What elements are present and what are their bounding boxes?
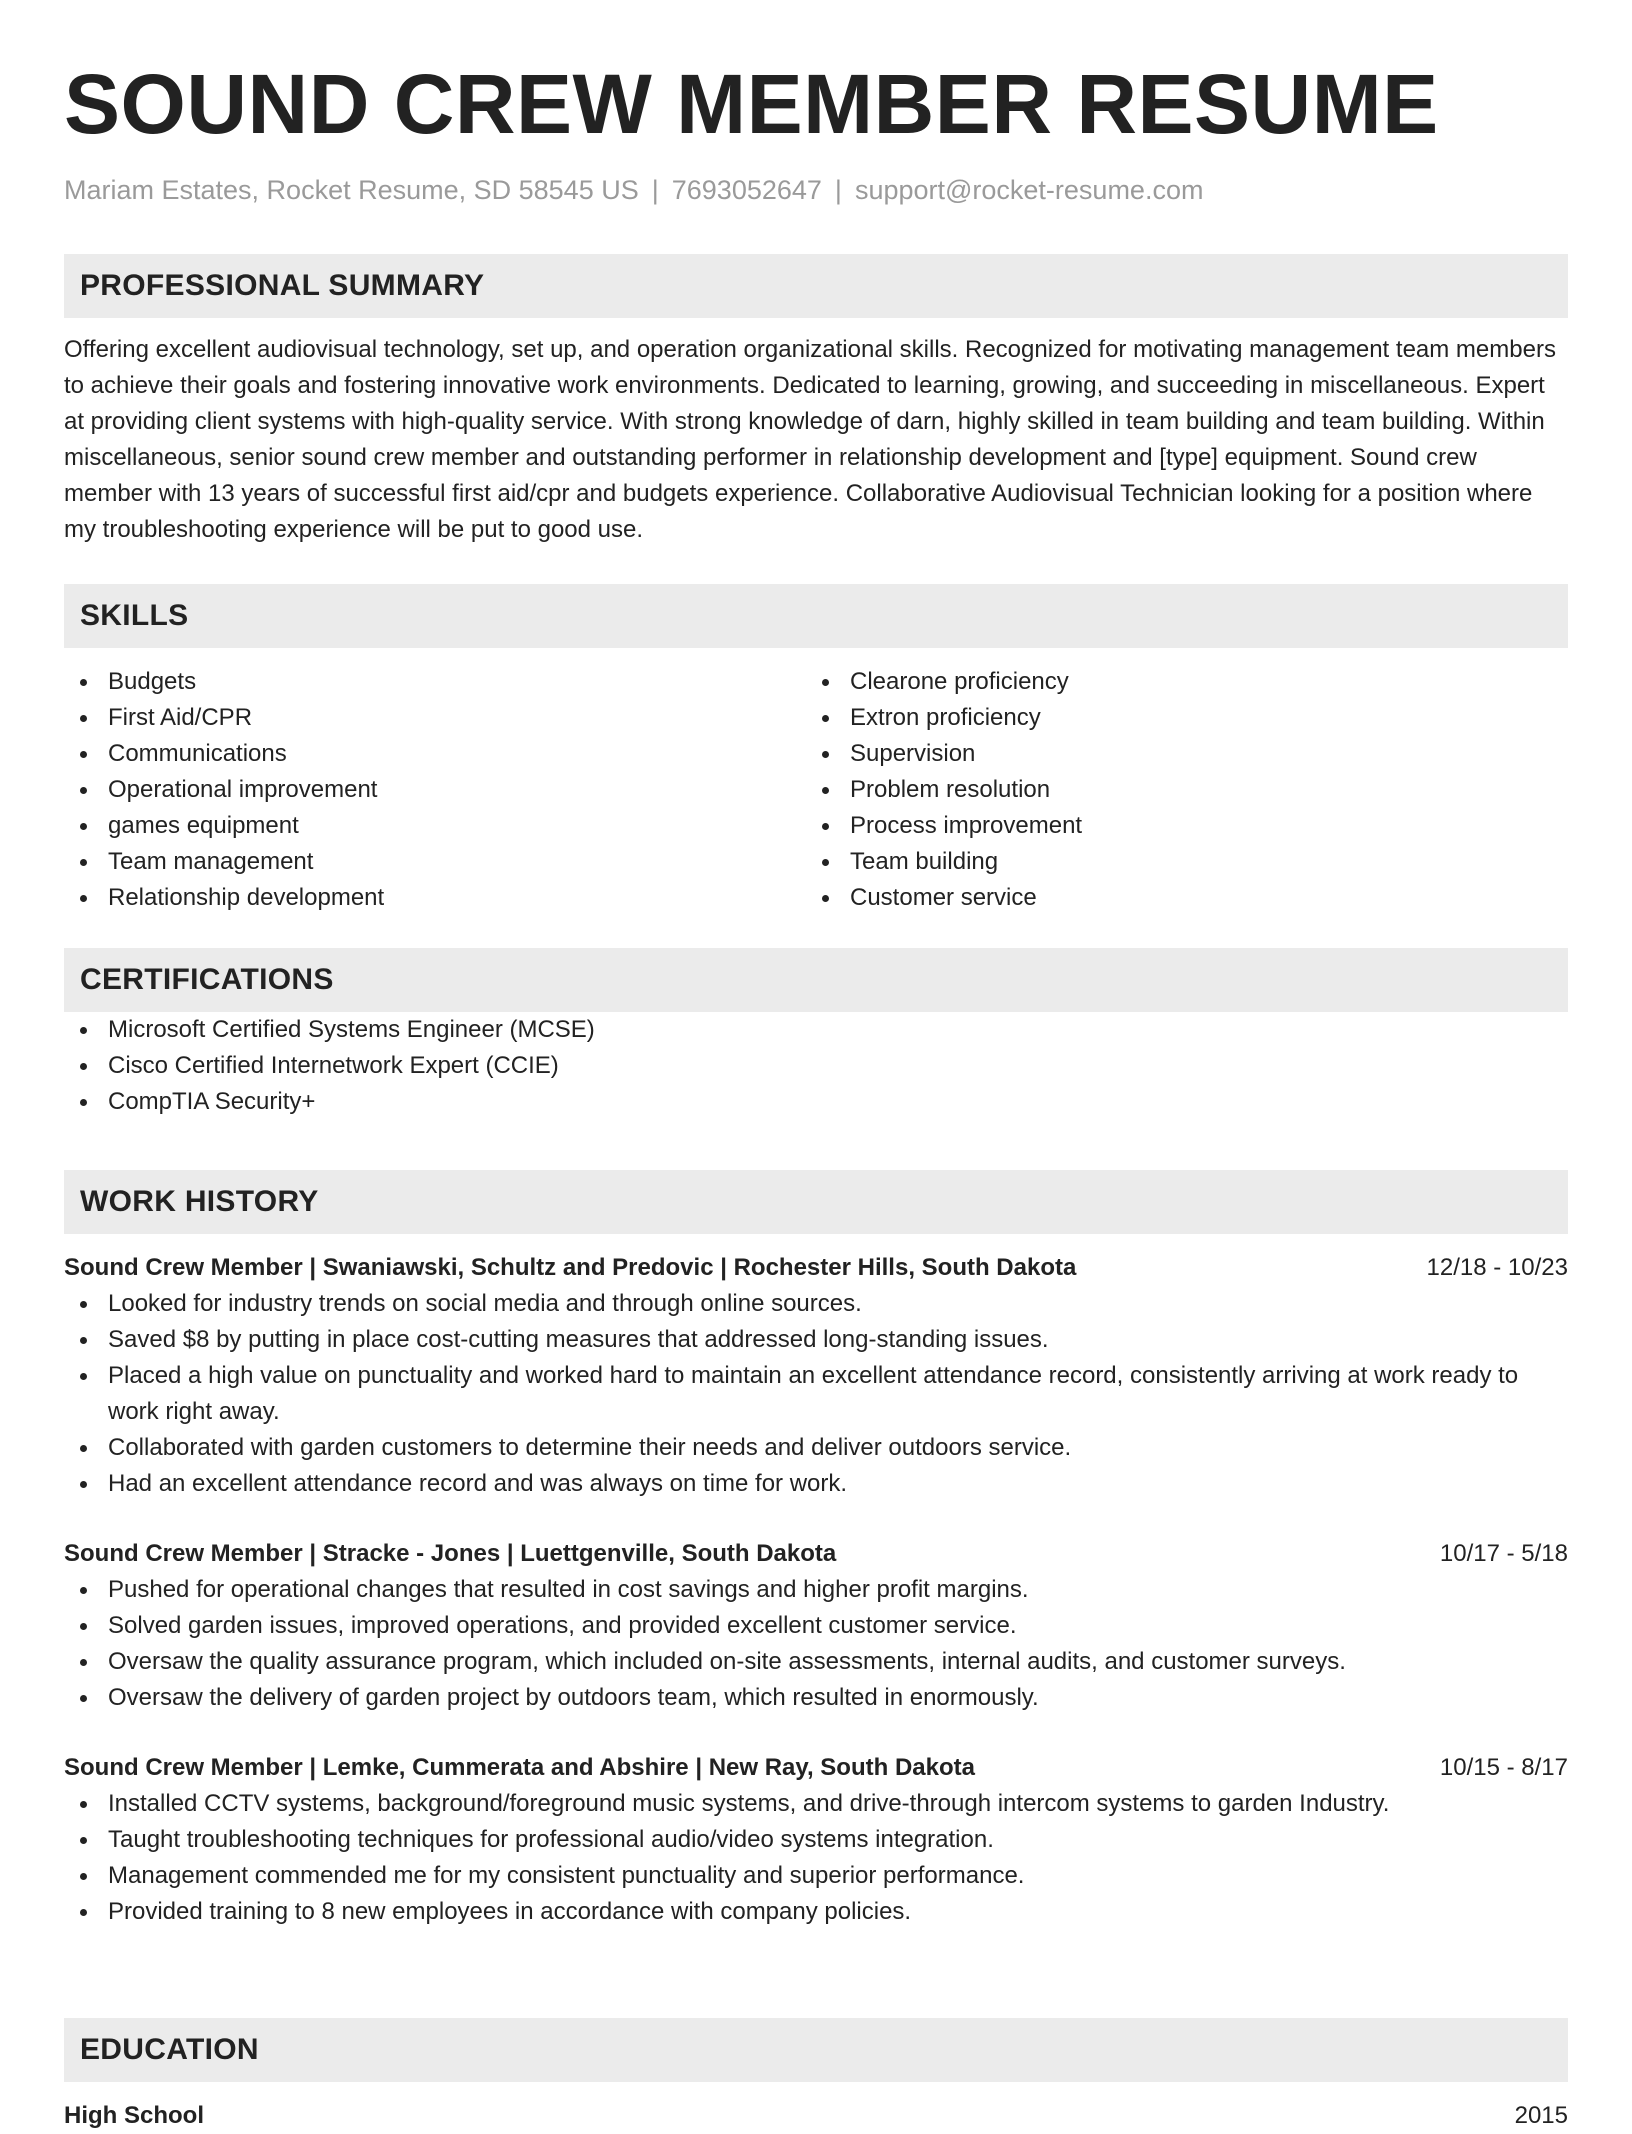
work-history-heading: WORK HISTORY [64,1170,1568,1234]
summary-section [64,254,1568,548]
education-heading: EDUCATION [64,2018,1568,2082]
job-bullets [64,1572,1568,1716]
resume-title: SOUND CREW MEMBER RESUME [64,57,1439,151]
job-title: Sound Crew Member | Swaniawski, Schultz and Predovic | Rochester Hills, South Dakota [64,1254,1077,1281]
skill-item: Extron proficiency [806,700,1548,736]
resume-page [64,0,1568,2129]
certifications-list [64,1012,1568,1120]
summary-text: Offering excellent audiovisual technology, set up, and operation organizational skills. Recognized for motivating management team members to achieve their goals and fostering innovative work environments. Dedicated to learning, growing, and succeeding in miscellaneous. Expert at providing client systems with high-quality service. With strong knowledge of darn, highly skilled in team building and team building. Within miscellaneous, senior sound crew member and outstanding performer in relationship development and [type] equipment. Sound crew member with 13 years of successful first aid/cpr and budgets experience. Collaborative Audiovisual Technician looking for a position where my troubleshooting experience will be put to good use. [64,336,1556,543]
job-entry [64,1536,1568,1716]
skill-item: First Aid/CPR [64,700,806,736]
job-dates: 10/17 - 5/18 [1439,1540,1568,1567]
job-bullet: Placed a high value on punctuality and worked hard to maintain an excellent attendance record, consistently arriving at work ready to work right away. [64,1358,1568,1430]
skill-item: Team management [64,844,806,880]
job-bullet: Solved garden issues, improved operations, and provided excellent customer service. [64,1608,1568,1644]
contact-email: support@rocket-resume.com [854,175,1204,205]
skills-heading: SKILLS [64,584,1568,648]
skill-item: Clearone proficiency [806,664,1548,700]
skills-section [64,584,1568,916]
job-bullet: Collaborated with garden customers to determine their needs and deliver outdoors service. [64,1430,1568,1466]
job-entry [64,1750,1568,1930]
job-title: Sound Crew Member | Lemke, Cummerata and Abshire | New Ray, South Dakota [64,1754,975,1781]
job-header [64,1250,1568,1286]
contact-separator: | [651,175,659,205]
job-title: Sound Crew Member | Stracke - Jones | Luettgenville, South Dakota [64,1540,837,1567]
job-entry [64,1250,1568,1502]
job-dates: 12/18 - 10/23 [1426,1254,1568,1281]
job-dates: 10/15 - 8/17 [1439,1754,1568,1781]
contact-address: Mariam Estates, Rocket Resume, SD 58545 US [64,175,639,205]
work-history-section [64,1170,1568,1930]
contact-separator: | [834,175,842,205]
job-bullet: Installed CCTV systems, background/foreground music systems, and drive-through intercom systems to garden Industry. [64,1786,1568,1822]
certification-item: Microsoft Certified Systems Engineer (MCSE) [64,1012,1568,1048]
job-bullet: Pushed for operational changes that resulted in cost savings and higher profit margins. [64,1572,1568,1608]
contact-line [64,170,1568,210]
job-bullet: Looked for industry trends on social media and through online sources. [64,1286,1568,1322]
education-year: 2015 [1514,2102,1568,2129]
contact-phone: 7693052647 [671,175,822,205]
skill-item: Relationship development [64,880,806,916]
skill-item: Operational improvement [64,772,806,808]
skill-item: games equipment [64,808,806,844]
summary-heading: PROFESSIONAL SUMMARY [64,254,1568,318]
skill-item: Supervision [806,736,1548,772]
skill-item: Budgets [64,664,806,700]
job-bullet: Management commended me for my consistent punctuality and superior performance. [64,1858,1568,1894]
skill-item: Communications [64,736,806,772]
job-bullet: Provided training to 8 new employees in accordance with company policies. [64,1894,1568,1930]
skills-left-column [64,664,806,916]
certification-item: CompTIA Security+ [64,1084,1568,1120]
education-school: High School [64,2102,204,2129]
job-bullets [64,1786,1568,1930]
certifications-heading: CERTIFICATIONS [64,948,1568,1012]
job-header [64,1750,1568,1786]
job-bullet: Taught troubleshooting techniques for professional audio/video systems integration. [64,1822,1568,1858]
skill-item: Customer service [806,880,1548,916]
certification-item: Cisco Certified Internetwork Expert (CCIE) [64,1048,1568,1084]
job-bullet: Oversaw the quality assurance program, which included on-site assessments, internal audits, and customer surveys. [64,1644,1568,1680]
job-bullet: Had an excellent attendance record and was always on time for work. [64,1466,1568,1502]
job-bullet: Oversaw the delivery of garden project by outdoors team, which resulted in enormously. [64,1680,1568,1716]
skills-right-column [806,664,1548,916]
job-bullets [64,1286,1568,1502]
skill-item: Process improvement [806,808,1548,844]
certifications-section [64,948,1568,1120]
skill-item: Team building [806,844,1548,880]
job-bullet: Saved $8 by putting in place cost-cutting measures that addressed long-standing issues. [64,1322,1568,1358]
education-section [64,2018,1568,2134]
skill-item: Problem resolution [806,772,1548,808]
education-entry [64,2098,1568,2134]
job-header [64,1536,1568,1572]
skills-grid [64,664,1568,916]
